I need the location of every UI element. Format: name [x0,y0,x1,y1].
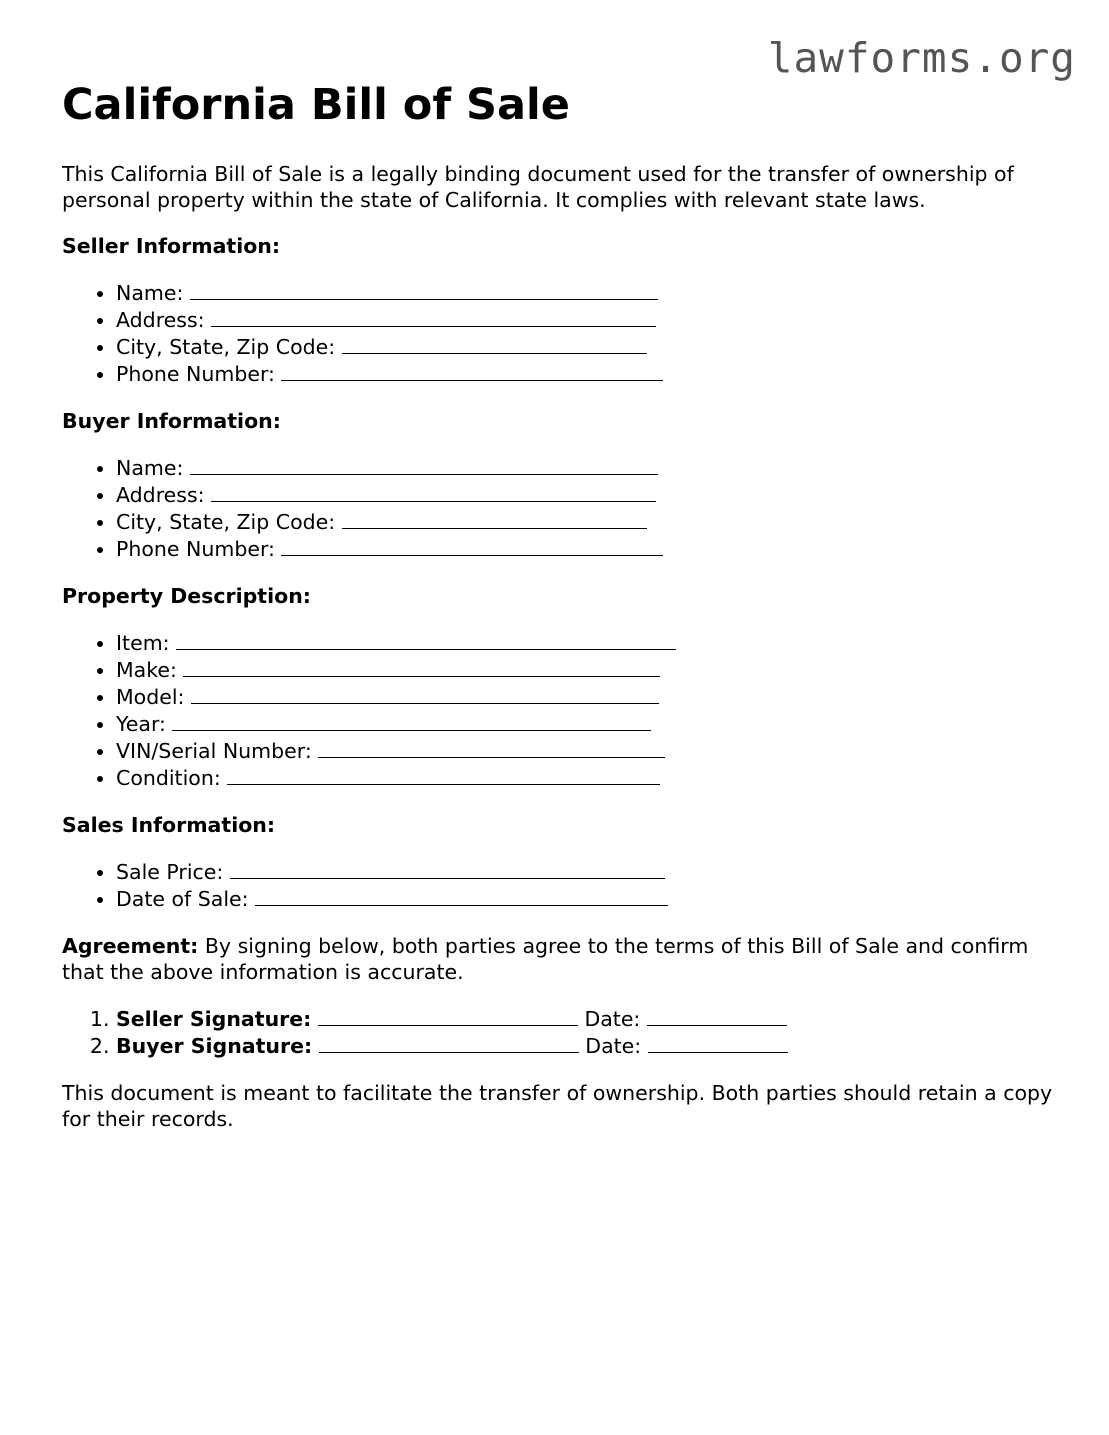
field-label: VIN/Serial Number: [116,739,312,763]
seller-name-blank[interactable] [190,279,658,300]
sales-section-heading: Sales Information: [62,813,276,837]
property-make-blank[interactable] [183,656,660,677]
field-label: Model: [116,685,185,709]
signature-list [62,1005,1057,1059]
buyer-signature-blank[interactable] [319,1032,579,1053]
agreement-label: Agreement: [62,934,199,958]
buyer-signature-item [116,1032,1057,1059]
sale-price-item [116,858,1057,885]
property-year-blank[interactable] [172,710,651,731]
document-page [62,82,1057,1152]
buyer-city-item [116,508,1057,535]
seller-city-blank[interactable] [342,333,647,354]
buyer-name-blank[interactable] [190,454,658,475]
sale-date-item [116,885,1057,912]
property-make-item [116,656,1057,683]
field-label: Year: [116,712,166,736]
seller-phone-item [116,360,1057,387]
seller-date-label: Date: [584,1007,641,1031]
property-item-blank[interactable] [176,629,676,650]
property-condition-item [116,764,1057,791]
sale-date-blank[interactable] [255,885,668,906]
field-label: Make: [116,658,177,682]
property-model-blank[interactable] [191,683,659,704]
field-label: Name: [116,281,184,305]
seller-date-blank[interactable] [647,1005,787,1026]
seller-signature-blank[interactable] [318,1005,578,1026]
agreement-paragraph [62,933,1057,985]
sale-price-blank[interactable] [230,858,665,879]
field-label: Phone Number: [116,537,275,561]
buyer-phone-item [116,535,1057,562]
field-label: City, State, Zip Code: [116,335,336,359]
property-fields-list [62,629,1057,791]
seller-section-heading: Seller Information: [62,234,281,258]
intro-paragraph: This California Bill of Sale is a legally binding document used for the transfer of ownership of personal property within the state of California. It complies with relevant state laws. [62,162,1014,212]
buyer-date-label: Date: [585,1034,642,1058]
field-label: Address: [116,483,205,507]
watermark-logo: lawforms.org [767,34,1076,82]
field-label: Name: [116,456,184,480]
buyer-fields-list [62,454,1057,562]
property-vin-blank[interactable] [318,737,665,758]
sales-fields-list [62,858,1057,912]
buyer-name-item [116,454,1057,481]
property-item-item [116,629,1057,656]
seller-phone-blank[interactable] [281,360,663,381]
property-vin-item [116,737,1057,764]
buyer-date-blank[interactable] [648,1032,788,1053]
field-label: Item: [116,631,170,655]
buyer-city-blank[interactable] [342,508,647,529]
seller-address-blank[interactable] [211,306,656,327]
buyer-phone-blank[interactable] [281,535,663,556]
agreement-text: By signing below, both parties agree to the terms of this Bill of Sale and confirm that the above information is accurate. [62,934,1029,984]
property-year-item [116,710,1057,737]
seller-signature-item [116,1005,1057,1032]
seller-fields-list [62,279,1057,387]
buyer-section-heading: Buyer Information: [62,409,281,433]
property-model-item [116,683,1057,710]
seller-address-item [116,306,1057,333]
field-label: Phone Number: [116,362,275,386]
seller-city-item [116,333,1057,360]
field-label: Date of Sale: [116,887,249,911]
page-title: California Bill of Sale [62,80,570,130]
closing-paragraph: This document is meant to facilitate the transfer of ownership. Both parties should retain a copy for their records. [62,1081,1053,1131]
seller-name-item [116,279,1057,306]
field-label: Address: [116,308,205,332]
buyer-address-item [116,481,1057,508]
buyer-address-blank[interactable] [211,481,656,502]
seller-signature-label: Seller Signature: [116,1007,312,1031]
buyer-signature-label: Buyer Signature: [116,1034,313,1058]
field-label: Condition: [116,766,221,790]
property-condition-blank[interactable] [227,764,660,785]
property-section-heading: Property Description: [62,584,311,608]
field-label: City, State, Zip Code: [116,510,336,534]
field-label: Sale Price: [116,860,224,884]
